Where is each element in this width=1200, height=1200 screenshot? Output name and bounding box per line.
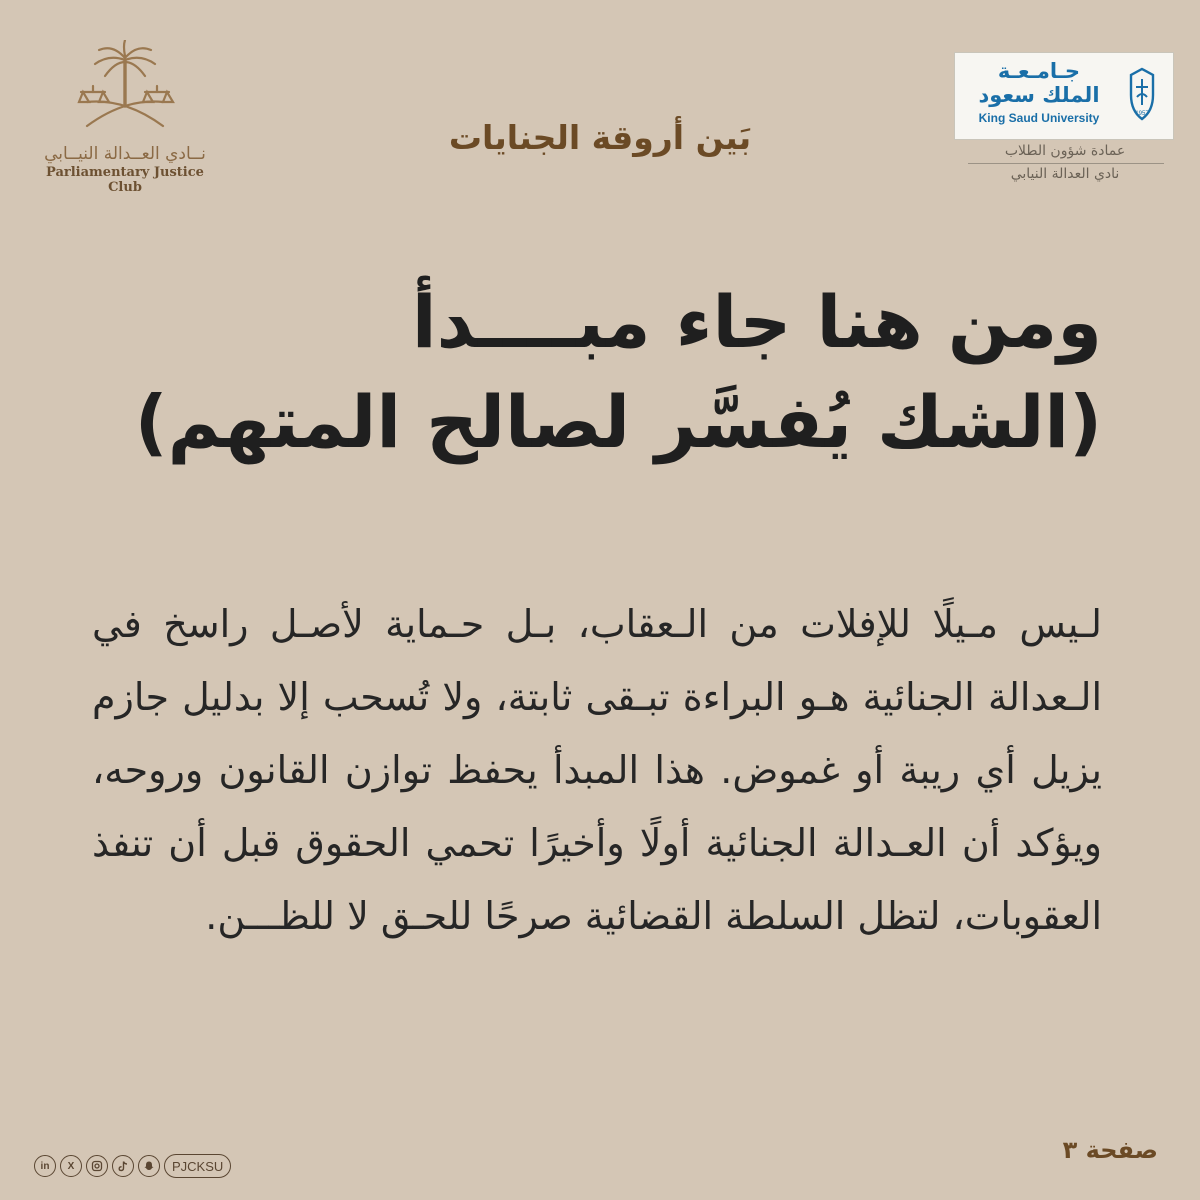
club-name-english: Parliamentary Justice Club <box>46 165 204 195</box>
university-name-arabic: جـامـعـة الملك سعود <box>978 59 1100 107</box>
club-name-arabic: نــادي العــدالة النيــابي <box>44 144 206 164</box>
page-number: صفحة ٣ <box>1062 1136 1158 1164</box>
headline-line-2: (الشك يُفسَّر لصالح المتهم) <box>134 380 1102 464</box>
seal-year: 1957 <box>1135 111 1149 117</box>
series-title: بَين أروقة الجنايات <box>448 118 752 157</box>
headline-line-1: ومن هنا جاء مبــــدأ <box>411 280 1102 364</box>
headline <box>92 272 1102 472</box>
university-club-name: نادي العدالة النيابي <box>1010 166 1120 182</box>
department-name: عمادة شؤون الطلاب <box>1004 143 1126 159</box>
linkedin-icon[interactable]: in <box>34 1155 56 1177</box>
body-paragraph: لـيس مـيلًا للإفلات من الـعقاب، بـل حـماية لأصـل راسخ في الـعدالة الجنائية هـو البراءة تبـقى ثابتة، ولا تُسحب إلا بدليل جازم يزيل أي ريبة أو غموض. هذا المبدأ يحفظ توازن القانون وروحه، ويؤكد أن العـدالة الجنائية أولًا وأخيرًا تحمي الحقوق قبل أن تنفذ العقوبات، لتظل السلطة القضائية صرحًا للحـق لا للظـــن. <box>92 602 1102 938</box>
snapchat-icon[interactable] <box>138 1155 160 1177</box>
social-handle[interactable]: PJCKSU <box>164 1154 231 1178</box>
university-name-english: King Saud University <box>978 111 1100 125</box>
instagram-icon[interactable] <box>86 1155 108 1177</box>
club-logo <box>30 40 220 195</box>
social-links <box>34 1152 231 1180</box>
divider <box>968 163 1164 164</box>
tiktok-icon[interactable] <box>112 1155 134 1177</box>
x-icon[interactable]: X <box>60 1155 82 1177</box>
